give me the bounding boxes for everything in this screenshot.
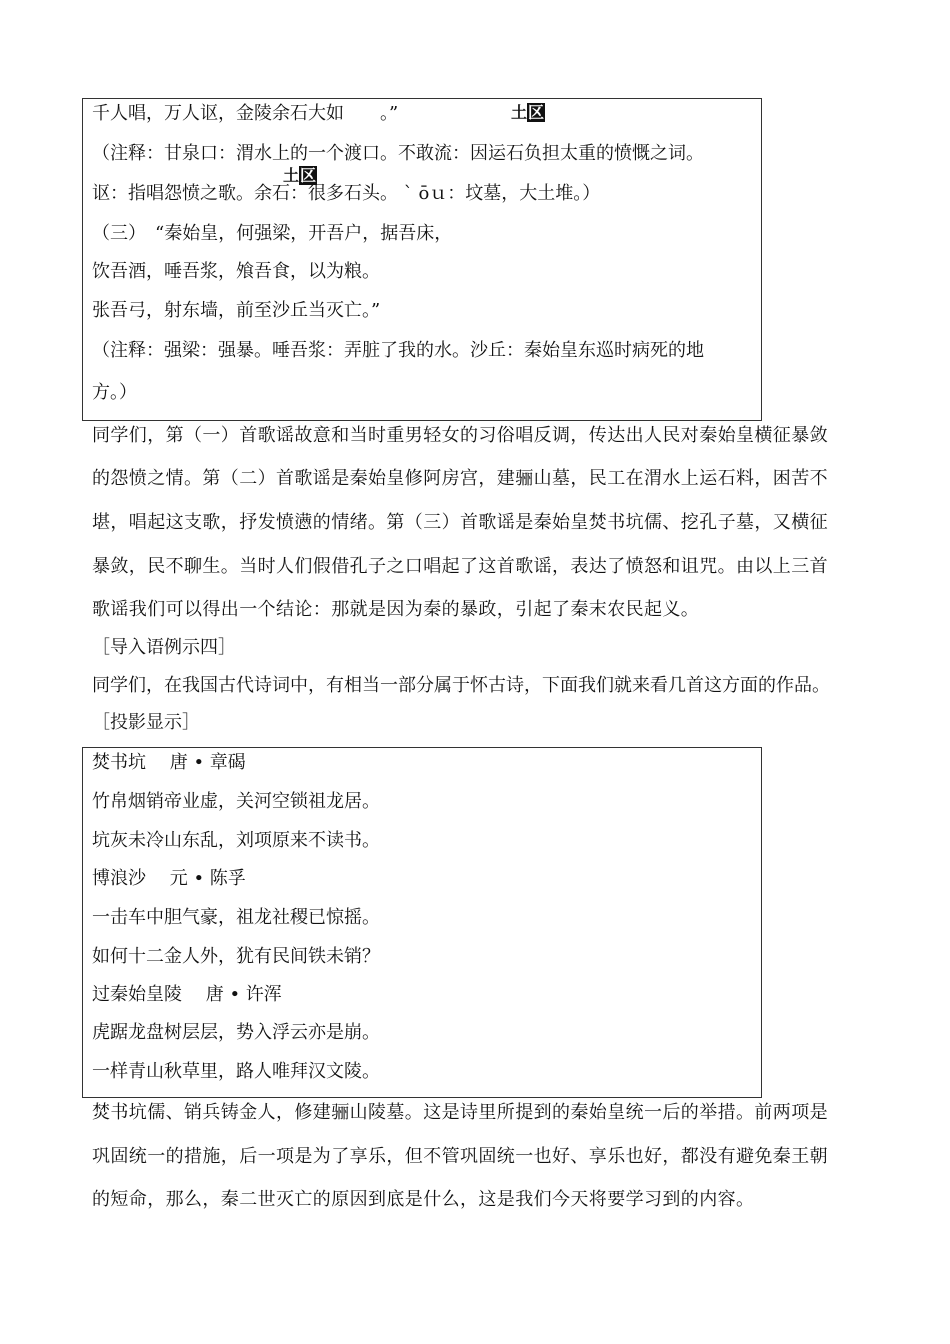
ballad-line: 张吾弓，射东墙，前至沙丘当灭亡。” xyxy=(92,300,381,321)
ballad-line: （注释：强梁：强暴。唾吾浆：弄脏了我的水。沙丘：秦始皇东巡时病死的地 xyxy=(92,340,704,361)
ballad-line: （注释：甘泉口：渭水上的一个渡口。不敢流：因运石负担太重的愤慨之词。 xyxy=(92,143,704,164)
paragraph-line: 巩固统一的措施，后一项是为了享乐，但不管巩固统一也好、享乐也好，都没有避免秦王朝 xyxy=(92,1146,828,1167)
poem-line: 一样青山秋草里，路人唯拜汉文陵。 xyxy=(92,1061,380,1082)
ballad-line: 讴：指唱怨愤之歌。余石：很多石头。 ˋ ōｕ：坟墓，大土堆。） xyxy=(92,183,601,204)
tomb-glyph-mid: 土区 xyxy=(283,166,317,185)
paragraph-line: 歌谣我们可以得出一个结论：那就是因为秦的暴政，引起了秦末农民起义。 xyxy=(92,599,700,620)
paragraph-line: 同学们，第（一）首歌谣故意和当时重男轻女的习俗唱反调，传达出人民对秦始皇横征暴敛 xyxy=(92,425,828,446)
tomb-glyph-top: 土区 xyxy=(511,103,545,122)
poem-line: 虎踞龙盘树层层，势入浮云亦是崩。 xyxy=(92,1022,380,1043)
paragraph-line: 的怨愤之情。第（二）首歌谣是秦始皇修阿房宫，建骊山墓，民工在渭水上运石料，困苦不 xyxy=(92,468,828,489)
section-heading: ［投影显示］ xyxy=(92,712,200,733)
poem-line: 竹帛烟销帝业虚，关河空锁祖龙居。 xyxy=(92,791,380,812)
tomb-glyph-mid-inverted: 区 xyxy=(300,166,317,185)
poem-line: 坑灰未冷山东乱，刘项原来不读书。 xyxy=(92,830,380,851)
poem-line: 一击车中胆气豪，祖龙社稷已惊摇。 xyxy=(92,907,380,928)
section-heading: ［导入语例示四］ xyxy=(92,637,236,658)
ballad-line: 千人唱，万人讴，金陵余石大如 。” xyxy=(92,103,399,124)
intro-line: 同学们，在我国古代诗词中，有相当一部分属于怀古诗，下面我们就来看几首这方面的作品。 xyxy=(92,675,830,696)
ballad-line: （三） “秦始皇，何强梁，开吾户，据吾床， xyxy=(92,223,453,244)
paragraph-line: 焚书坑儒、销兵铸金人，修建骊山陵墓。这是诗里所提到的秦始皇统一后的举措。前两项是 xyxy=(92,1102,828,1123)
paragraph-line: 堪，唱起这支歌，抒发愤懑的情绪。第（三）首歌谣是秦始皇焚书坑儒、挖孔子墓，又横征 xyxy=(92,512,828,533)
poem-title: 过秦始皇陵 唐 • 许浑 xyxy=(92,984,282,1005)
paragraph-line: 暴敛，民不聊生。当时人们假借孔子之口唱起了这首歌谣，表达了愤怒和诅咒。由以上三首 xyxy=(92,556,828,577)
tomb-glyph-top-inverted: 区 xyxy=(528,103,545,122)
paragraph-line: 的短命，那么，秦二世灭亡的原因到底是什么，这是我们今天将要学习到的内容。 xyxy=(92,1189,755,1210)
poem-line: 如何十二金人外，犹有民间铁未销？ xyxy=(92,946,380,967)
ballad-line: 饮吾酒，唾吾浆，飧吾食，以为粮。 xyxy=(92,261,380,282)
poem-title: 博浪沙 元 • 陈孚 xyxy=(92,868,246,889)
poem-title: 焚书坑 唐 • 章碣 xyxy=(92,752,246,773)
ballad-line: 方。） xyxy=(92,382,137,403)
